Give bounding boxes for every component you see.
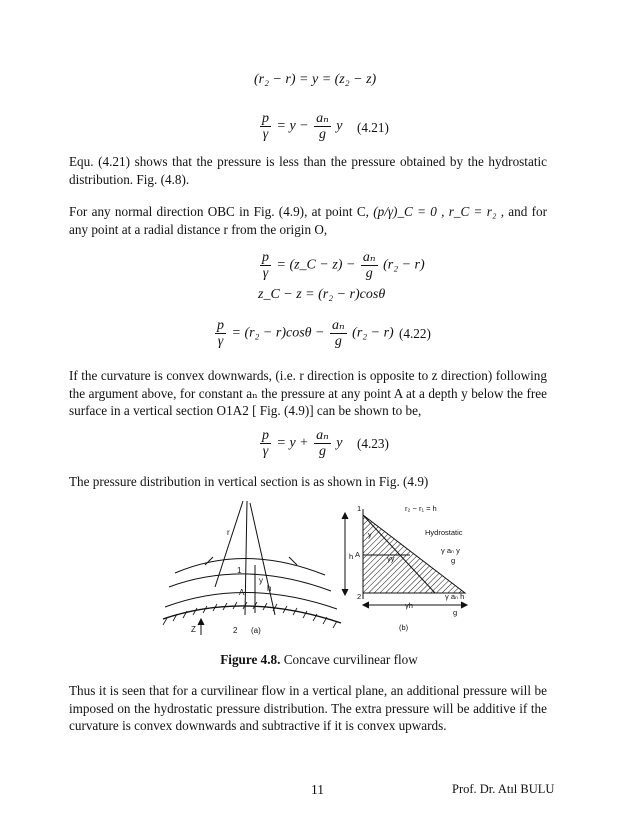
equation-block-1 <box>258 250 425 281</box>
frac-num: aₙ <box>362 250 376 265</box>
equation-number-4-22: (4.22) <box>399 326 431 341</box>
label-hydrostatic: Hydrostatic <box>425 528 463 537</box>
eq-text: (r₂ − r) <box>383 257 425 273</box>
eq-text: = (z_C − z) − <box>276 257 356 273</box>
caption-text: Concave curvilinear flow <box>283 652 418 667</box>
an-over-g-fraction <box>330 318 347 349</box>
label-a: A <box>239 588 245 597</box>
label-an-y-den: g <box>451 556 456 565</box>
frac-den: g <box>330 333 347 349</box>
pressure-head-fraction <box>215 318 226 349</box>
frac-den: g <box>314 443 331 459</box>
equation-text: (r₂ − r) = y = (z₂ − z) <box>254 72 377 87</box>
label-1: 1 <box>237 566 242 575</box>
eq-text: y <box>336 118 343 134</box>
pressure-head-fraction <box>260 250 271 281</box>
paragraph-1: Equ. (4.21) shows that the pressure is less than the pressure obtained by the hydrostatic distribution. Fig. (4.8). <box>69 154 547 187</box>
frac-num: p <box>262 250 269 265</box>
inline-equation: (p/γ)_C = 0 , r_C = r₂ , <box>373 204 505 219</box>
text-span: For any normal direction OBC in Fig. (4.9), at point C, <box>69 204 369 219</box>
figure-caption <box>0 652 638 668</box>
frac-num: p <box>262 111 269 126</box>
paragraph-5: Thus it is seen that for a curvilinear flow in a vertical plane, an additional pressure will be imposed on the hydrostatic pressure distribution. The extra pressure will be additive if the curvature is convex downwards and subtractive if it is convex upwards. <box>69 683 547 733</box>
label-b-1: 1 <box>357 504 362 513</box>
label-2: 2 <box>233 626 238 635</box>
paragraph-3: If the curvature is convex downwards, (i.e. r direction is opposite to z direction) following the argument above, for constant aₙ the pressure at any point A at a depth y below the free surface in a vertical section O1A2 [ Fig. (4.9)] can be shown to be, <box>69 368 547 418</box>
frac-num: aₙ <box>316 111 329 126</box>
equation-4-21 <box>258 111 343 142</box>
frac-num: p <box>262 428 269 443</box>
label-b-2: 2 <box>357 592 362 601</box>
footer-author: Prof. Dr. Atıl BULU <box>452 782 555 796</box>
label-an-h-den: g <box>453 608 458 617</box>
equation-block-2: z_C − z = (r₂ − r)cosθ <box>258 287 386 302</box>
an-over-g-fraction <box>361 250 378 281</box>
eq-text: = (r₂ − r)cosθ − <box>231 325 325 341</box>
frac-num: aₙ <box>331 318 345 333</box>
label-an-h-num: γ aₙ h <box>445 592 465 601</box>
label-gy: γy <box>387 554 395 563</box>
eq-text: y <box>336 435 343 451</box>
label-b-a: A <box>355 550 361 559</box>
frac-den: γ <box>215 333 226 349</box>
figure-label-a: (a) <box>251 626 261 635</box>
label-b-h: h <box>349 552 354 561</box>
frac-den: γ <box>260 443 271 459</box>
label-h: h <box>267 584 272 593</box>
equation-4-22 <box>213 318 394 349</box>
caption-label: Figure 4.8. <box>220 652 281 667</box>
text-span: and for any point at a radial distance r from the origin O, <box>69 204 547 237</box>
label-y: y <box>259 576 263 585</box>
an-over-g-fraction <box>314 428 331 459</box>
label-b-y: y <box>368 530 372 539</box>
label-r: r <box>227 528 230 537</box>
label-r2-r1: r₂ − r₁ = h <box>405 504 437 513</box>
equation-4-23 <box>258 428 343 459</box>
frac-den: γ <box>260 126 271 142</box>
equation-number-4-23: (4.23) <box>357 436 389 451</box>
frac-den: g <box>314 126 331 142</box>
frac-den: g <box>361 265 378 281</box>
frac-num: aₙ <box>316 428 329 443</box>
eq-text: (r₂ − r) <box>352 325 394 341</box>
label-z: Z <box>191 625 196 634</box>
label-an-y-num: γ aₙ y <box>441 546 460 555</box>
figure-4-8 <box>155 495 485 645</box>
eq-text: = y + <box>276 435 309 451</box>
pressure-head-fraction <box>260 428 271 459</box>
frac-num: p <box>217 318 224 333</box>
paragraph-4: The pressure distribution in vertical section is as shown in Fig. (4.9) <box>69 474 429 489</box>
equation-r2-minus-r <box>254 72 376 88</box>
pressure-head-fraction <box>260 111 271 142</box>
equation-number-4-21: (4.21) <box>357 120 389 135</box>
frac-den: γ <box>260 265 271 281</box>
eq-text: = y − <box>276 118 309 134</box>
label-gh: γh <box>405 601 413 610</box>
figure-panel-a <box>163 501 341 635</box>
page-number: 11 <box>311 782 324 797</box>
an-over-g-fraction <box>314 111 331 142</box>
paragraph-2 <box>69 203 547 238</box>
figure-label-b: (b) <box>399 623 409 632</box>
